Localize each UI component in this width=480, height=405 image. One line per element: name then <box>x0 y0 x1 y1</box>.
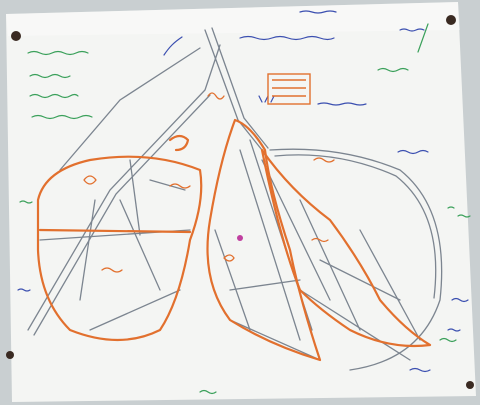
paper-sheet <box>6 2 476 402</box>
pin-bottom-left <box>6 351 14 359</box>
pin-top-right <box>446 15 456 25</box>
pin-bottom-right <box>466 381 474 389</box>
pin-top-left <box>11 31 21 41</box>
magenta-mark <box>237 235 243 241</box>
